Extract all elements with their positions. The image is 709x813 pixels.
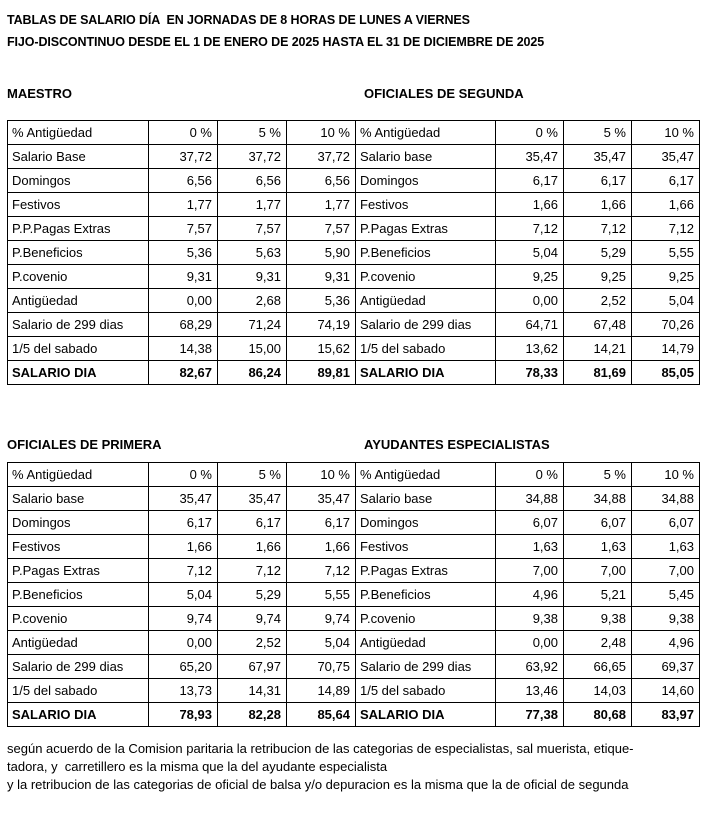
value-cell: 14,60	[632, 679, 700, 703]
value-cell: 13,62	[496, 337, 564, 361]
data-row	[8, 607, 356, 631]
value-cell: 35,47	[218, 487, 287, 511]
data-row	[8, 535, 356, 559]
value-cell: 2,48	[564, 631, 632, 655]
row-label-cell: Festivos	[8, 535, 149, 559]
value-cell: 13,73	[149, 679, 218, 703]
data-row	[8, 289, 356, 313]
value-cell: 7,00	[564, 559, 632, 583]
table-ayudantes-especialistas	[355, 462, 700, 727]
data-row	[8, 217, 356, 241]
value-cell: 34,88	[564, 487, 632, 511]
value-cell: 7,00	[496, 559, 564, 583]
table-oficiales-de-primera	[7, 462, 356, 727]
value-cell: 9,74	[218, 607, 287, 631]
row-label-cell: P.covenio	[8, 265, 149, 289]
value-cell: 1,77	[287, 193, 356, 217]
footnote-line-2: tadora, y carretillero es la misma que la del ayudante especialista	[7, 759, 388, 774]
data-row	[356, 607, 700, 631]
data-row	[356, 631, 700, 655]
value-cell: 86,24	[218, 361, 287, 385]
row-label-cell: Antigüedad	[8, 631, 149, 655]
total-row	[356, 361, 700, 385]
row-label-cell: Salario base	[356, 487, 496, 511]
data-row	[356, 655, 700, 679]
row-label-cell: Salario base	[356, 145, 496, 169]
row-label-cell: P.Beneficios	[356, 241, 496, 265]
value-cell: 67,97	[218, 655, 287, 679]
value-cell: 4,96	[632, 631, 700, 655]
value-cell: 14,21	[564, 337, 632, 361]
section-titles-bottom	[7, 437, 709, 452]
value-cell: 10 %	[632, 463, 700, 487]
value-cell: 7,57	[287, 217, 356, 241]
value-cell: 5,29	[218, 583, 287, 607]
data-row	[356, 313, 700, 337]
value-cell: 77,38	[496, 703, 564, 727]
value-cell: 6,17	[287, 511, 356, 535]
value-cell: 13,46	[496, 679, 564, 703]
value-cell: 67,48	[564, 313, 632, 337]
row-label-cell: SALARIO DIA	[8, 361, 149, 385]
value-cell: 80,68	[564, 703, 632, 727]
footnotes	[7, 740, 709, 794]
value-cell: 9,25	[496, 265, 564, 289]
row-label-cell: 1/5 del sabado	[8, 337, 149, 361]
header-row	[8, 463, 356, 487]
value-cell: 1,63	[496, 535, 564, 559]
value-cell: 2,68	[218, 289, 287, 313]
value-cell: 78,93	[149, 703, 218, 727]
value-cell: 0 %	[149, 121, 218, 145]
data-row	[356, 241, 700, 265]
row-label-cell: SALARIO DIA	[356, 703, 496, 727]
value-cell: 1,77	[218, 193, 287, 217]
value-cell: 5 %	[218, 121, 287, 145]
value-cell: 4,96	[496, 583, 564, 607]
value-cell: 5 %	[564, 121, 632, 145]
row-label-cell: Antigüedad	[356, 631, 496, 655]
value-cell: 70,26	[632, 313, 700, 337]
data-row	[8, 511, 356, 535]
value-cell: 82,67	[149, 361, 218, 385]
value-cell: 64,71	[496, 313, 564, 337]
band-top	[7, 86, 709, 385]
value-cell: 5 %	[564, 463, 632, 487]
value-cell: 14,38	[149, 337, 218, 361]
value-cell: 5,04	[149, 583, 218, 607]
value-cell: 15,62	[287, 337, 356, 361]
data-row	[8, 583, 356, 607]
value-cell: 7,57	[218, 217, 287, 241]
value-cell: 5,45	[632, 583, 700, 607]
value-cell: 1,63	[564, 535, 632, 559]
value-cell: 15,00	[218, 337, 287, 361]
tables-row-top	[7, 120, 709, 385]
row-label-cell: Festivos	[356, 535, 496, 559]
value-cell: 70,75	[287, 655, 356, 679]
value-cell: 7,12	[632, 217, 700, 241]
value-cell: 9,38	[496, 607, 564, 631]
row-label-cell: P.covenio	[8, 607, 149, 631]
section-title-oficiales-de-primera: OFICIALES DE PRIMERA	[7, 437, 162, 452]
value-cell: 0 %	[496, 121, 564, 145]
value-cell: 5,04	[287, 631, 356, 655]
data-row	[8, 679, 356, 703]
value-cell: 7,12	[496, 217, 564, 241]
value-cell: 9,38	[632, 607, 700, 631]
value-cell: 14,89	[287, 679, 356, 703]
value-cell: 83,97	[632, 703, 700, 727]
value-cell: 37,72	[287, 145, 356, 169]
value-cell: 5,55	[287, 583, 356, 607]
row-label-cell: P.covenio	[356, 607, 496, 631]
row-label-cell: % Antigüedad	[356, 121, 496, 145]
row-label-cell: Salario de 299 dias	[356, 655, 496, 679]
value-cell: 5,55	[632, 241, 700, 265]
row-label-cell: Domingos	[8, 511, 149, 535]
row-label-cell: Salario base	[8, 487, 149, 511]
data-row	[8, 145, 356, 169]
data-row	[356, 289, 700, 313]
row-label-cell: Salario de 299 dias	[8, 655, 149, 679]
value-cell: 9,31	[287, 265, 356, 289]
value-cell: 5,04	[632, 289, 700, 313]
row-label-cell: Festivos	[8, 193, 149, 217]
row-label-cell: P.Pagas Extras	[8, 559, 149, 583]
value-cell: 6,17	[218, 511, 287, 535]
value-cell: 7,00	[632, 559, 700, 583]
value-cell: 6,07	[632, 511, 700, 535]
value-cell: 0,00	[496, 631, 564, 655]
value-cell: 14,03	[564, 679, 632, 703]
total-row	[8, 361, 356, 385]
value-cell: 6,17	[632, 169, 700, 193]
data-row	[356, 511, 700, 535]
value-cell: 1,66	[496, 193, 564, 217]
data-row	[8, 655, 356, 679]
band-bottom	[7, 437, 709, 727]
data-row	[356, 337, 700, 361]
row-label-cell: P.Pagas Extras	[356, 217, 496, 241]
value-cell: 1,66	[632, 193, 700, 217]
value-cell: 14,79	[632, 337, 700, 361]
value-cell: 5 %	[218, 463, 287, 487]
data-row	[8, 337, 356, 361]
footnote-line-1: según acuerdo de la Comision paritaria la retribucion de las categorias de especialistas, sal muerista, etique-	[7, 741, 634, 756]
data-row	[356, 145, 700, 169]
value-cell: 34,88	[632, 487, 700, 511]
row-label-cell: 1/5 del sabado	[356, 679, 496, 703]
data-row	[8, 631, 356, 655]
row-label-cell: P.Beneficios	[8, 241, 149, 265]
value-cell: 78,33	[496, 361, 564, 385]
value-cell: 6,17	[496, 169, 564, 193]
value-cell: 9,74	[149, 607, 218, 631]
total-row	[356, 703, 700, 727]
value-cell: 89,81	[287, 361, 356, 385]
value-cell: 10 %	[287, 121, 356, 145]
value-cell: 5,63	[218, 241, 287, 265]
section-titles-top	[7, 86, 709, 101]
value-cell: 81,69	[564, 361, 632, 385]
value-cell: 35,47	[632, 145, 700, 169]
data-row	[356, 535, 700, 559]
value-cell: 9,31	[149, 265, 218, 289]
data-row	[356, 193, 700, 217]
value-cell: 14,31	[218, 679, 287, 703]
data-row	[356, 583, 700, 607]
table-oficiales-de-segunda	[355, 120, 700, 385]
row-label-cell: % Antigüedad	[8, 463, 149, 487]
document-title	[7, 9, 709, 53]
value-cell: 1,66	[218, 535, 287, 559]
value-cell: 1,63	[632, 535, 700, 559]
value-cell: 71,24	[218, 313, 287, 337]
value-cell: 9,25	[564, 265, 632, 289]
value-cell: 68,29	[149, 313, 218, 337]
value-cell: 0,00	[149, 631, 218, 655]
header-row	[8, 121, 356, 145]
data-row	[356, 169, 700, 193]
value-cell: 7,12	[564, 217, 632, 241]
value-cell: 5,29	[564, 241, 632, 265]
total-row	[8, 703, 356, 727]
row-label-cell: P.Beneficios	[356, 583, 496, 607]
value-cell: 5,36	[287, 289, 356, 313]
value-cell: 85,05	[632, 361, 700, 385]
value-cell: 6,17	[149, 511, 218, 535]
data-row	[8, 265, 356, 289]
value-cell: 35,47	[287, 487, 356, 511]
row-label-cell: P.Beneficios	[8, 583, 149, 607]
header-row	[356, 121, 700, 145]
value-cell: 6,07	[564, 511, 632, 535]
value-cell: 35,47	[496, 145, 564, 169]
value-cell: 0 %	[149, 463, 218, 487]
value-cell: 69,37	[632, 655, 700, 679]
section-title-ayudantes-especialistas: AYUDANTES ESPECIALISTAS	[364, 437, 550, 452]
value-cell: 0,00	[149, 289, 218, 313]
row-label-cell: Domingos	[8, 169, 149, 193]
value-cell: 5,36	[149, 241, 218, 265]
value-cell: 7,57	[149, 217, 218, 241]
value-cell: 5,90	[287, 241, 356, 265]
value-cell: 74,19	[287, 313, 356, 337]
table-maestro	[7, 120, 356, 385]
value-cell: 0,00	[496, 289, 564, 313]
value-cell: 82,28	[218, 703, 287, 727]
data-row	[356, 487, 700, 511]
value-cell: 6,17	[564, 169, 632, 193]
data-row	[8, 313, 356, 337]
value-cell: 65,20	[149, 655, 218, 679]
value-cell: 66,65	[564, 655, 632, 679]
row-label-cell: Salario Base	[8, 145, 149, 169]
value-cell: 34,88	[496, 487, 564, 511]
value-cell: 9,74	[287, 607, 356, 631]
row-label-cell: SALARIO DIA	[8, 703, 149, 727]
value-cell: 6,56	[149, 169, 218, 193]
value-cell: 5,04	[496, 241, 564, 265]
row-label-cell: P.P.Pagas Extras	[8, 217, 149, 241]
row-label-cell: % Antigüedad	[8, 121, 149, 145]
value-cell: 6,07	[496, 511, 564, 535]
data-row	[8, 169, 356, 193]
row-label-cell: % Antigüedad	[356, 463, 496, 487]
value-cell: 10 %	[632, 121, 700, 145]
data-row	[356, 679, 700, 703]
section-title-oficiales-de-segunda: OFICIALES DE SEGUNDA	[364, 86, 524, 101]
row-label-cell: 1/5 del sabado	[356, 337, 496, 361]
value-cell: 6,56	[287, 169, 356, 193]
value-cell: 37,72	[149, 145, 218, 169]
value-cell: 1,66	[149, 535, 218, 559]
value-cell: 35,47	[564, 145, 632, 169]
value-cell: 2,52	[218, 631, 287, 655]
value-cell: 9,31	[218, 265, 287, 289]
data-row	[356, 265, 700, 289]
row-label-cell: Antigüedad	[356, 289, 496, 313]
value-cell: 35,47	[149, 487, 218, 511]
value-cell: 63,92	[496, 655, 564, 679]
document-title-line1: TABLAS DE SALARIO DÍA EN JORNADAS DE 8 HORAS DE LUNES A VIERNES	[7, 13, 470, 27]
value-cell: 7,12	[149, 559, 218, 583]
value-cell: 0 %	[496, 463, 564, 487]
value-cell: 85,64	[287, 703, 356, 727]
value-cell: 5,21	[564, 583, 632, 607]
tables-row-bottom	[7, 462, 709, 727]
row-label-cell: SALARIO DIA	[356, 361, 496, 385]
value-cell: 7,12	[218, 559, 287, 583]
value-cell: 10 %	[287, 463, 356, 487]
value-cell: 1,66	[287, 535, 356, 559]
row-label-cell: 1/5 del sabado	[8, 679, 149, 703]
row-label-cell: P.Pagas Extras	[356, 559, 496, 583]
data-row	[8, 487, 356, 511]
section-title-maestro: MAESTRO	[7, 86, 72, 101]
header-row	[356, 463, 700, 487]
row-label-cell: Salario de 299 dias	[8, 313, 149, 337]
value-cell: 2,52	[564, 289, 632, 313]
row-label-cell: Domingos	[356, 169, 496, 193]
value-cell: 9,25	[632, 265, 700, 289]
data-row	[8, 559, 356, 583]
row-label-cell: Antigüedad	[8, 289, 149, 313]
data-row	[356, 217, 700, 241]
value-cell: 9,38	[564, 607, 632, 631]
data-row	[8, 241, 356, 265]
row-label-cell: Festivos	[356, 193, 496, 217]
value-cell: 1,77	[149, 193, 218, 217]
row-label-cell: P.covenio	[356, 265, 496, 289]
row-label-cell: Domingos	[356, 511, 496, 535]
value-cell: 1,66	[564, 193, 632, 217]
footnote-line-3: y la retribucion de las categorias de oficial de balsa y/o depuracion es la misma que la de oficial de segunda	[7, 777, 629, 792]
row-label-cell: Salario de 299 dias	[356, 313, 496, 337]
value-cell: 7,12	[287, 559, 356, 583]
data-row	[356, 559, 700, 583]
document-title-line2: FIJO-DISCONTINUO DESDE EL 1 DE ENERO DE 2025 HASTA EL 31 DE DICIEMBRE DE 2025	[7, 35, 545, 49]
value-cell: 37,72	[218, 145, 287, 169]
value-cell: 6,56	[218, 169, 287, 193]
data-row	[8, 193, 356, 217]
